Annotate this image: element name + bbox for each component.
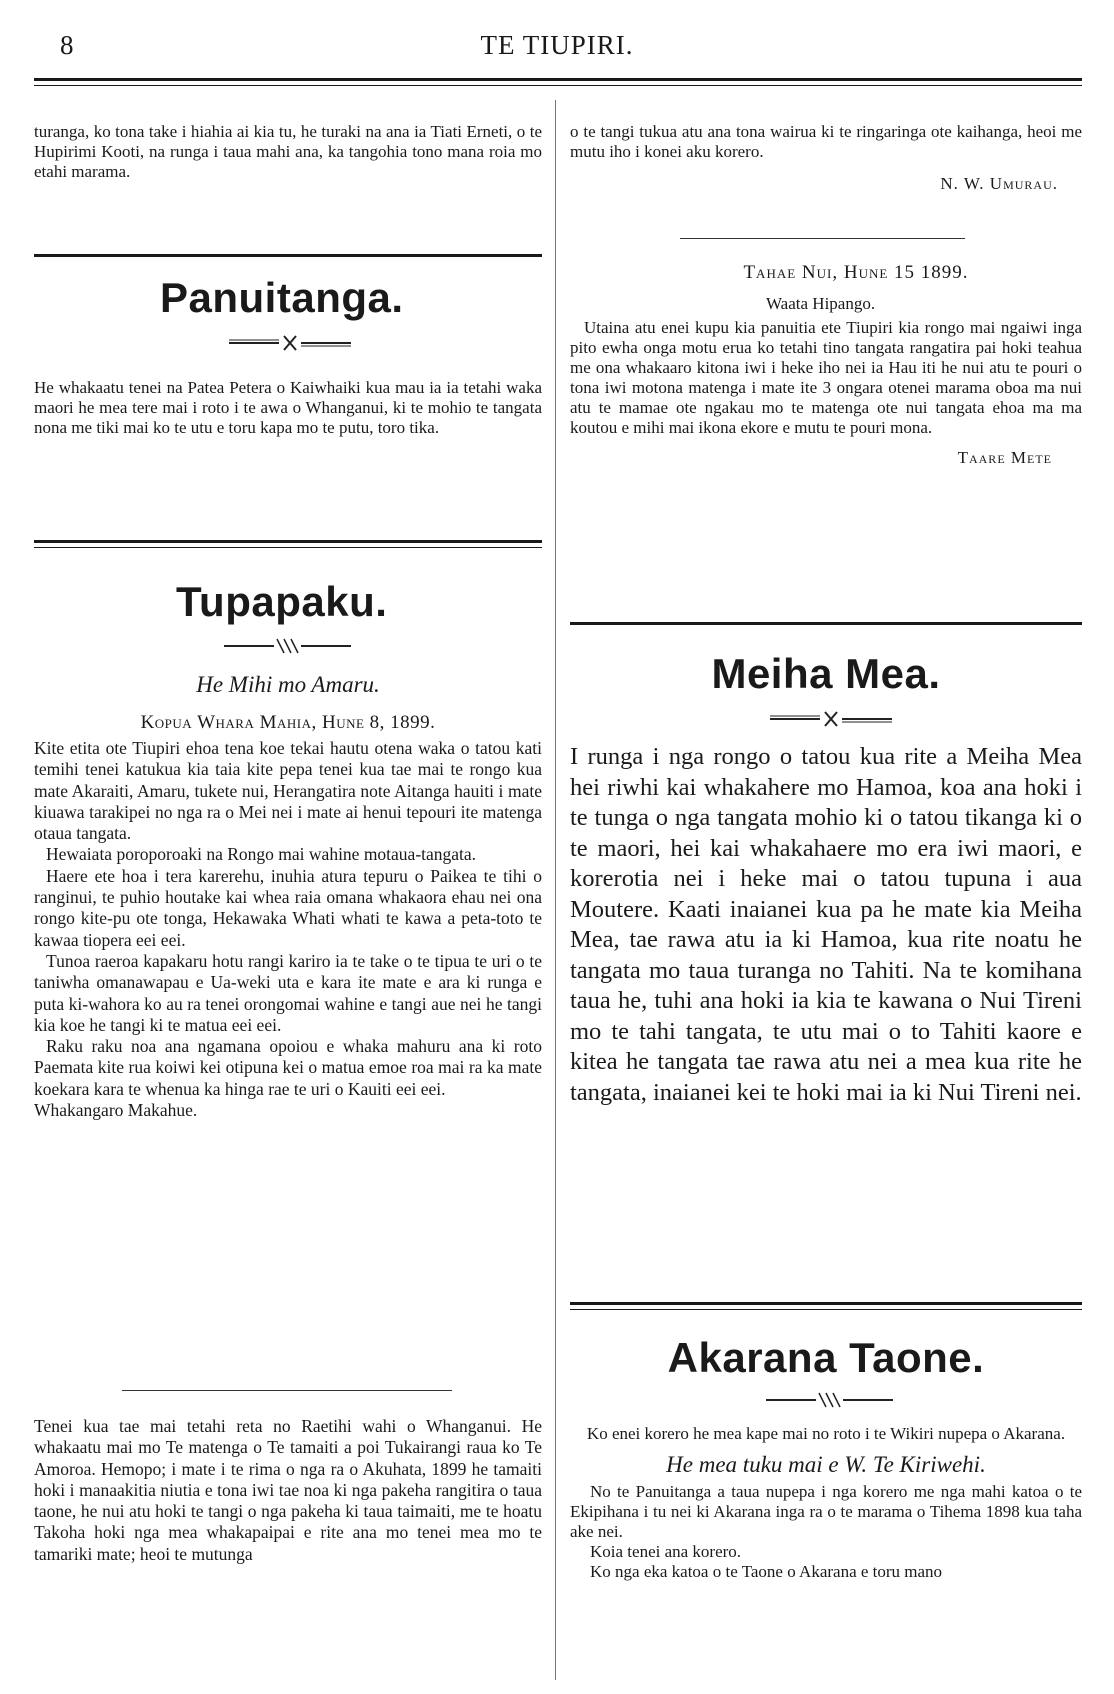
meiha-mea-body: I runga i nga rongo o tatou kua rite a Meiha Mea hei riwhi kai whakahere mo Hamoa, koa ana hoki i te tunga o nga tangata mohio ki o tatou tikanga ki o te maori, hei kai whakahaere mo era iwi maori, e korerotia nei i heke mai o tatou tupuna i aua Moutere. Kaati inaianei kua pa he mate kia Meiha Mea, tae rawa atu ia ki Hamoa, kua rite noatu he tangata mo taua turanga no Tahiti. Na te komihana taua he, tuhi ana hoki ia kia te kawana o Nui Tireni mo te tahi tangata, te utu mai o to Tahiti kaore e kitea he tangata tae rawa atu nei a mea kua rite he tangata, inaianei kei te hoki mai ia ki Nui Tireni nei. [570,743,1082,1106]
page-number: 8 [60,30,74,60]
short-divider [122,1390,452,1391]
tupapaku-paragraph: Tunoa raeroa kapakaru hotu rangi kariro ia te take o te tipua te uri o te taniwha omanawapau e Ua-weki uta e kara ite mate e ara ki runga e puta ki-wahora ko au ra tenei orongomai wahine e tangi aue nei he tangi kia koe he tangi ki te matua eei eei. [34,950,542,1035]
tupapaku-dateline: Kopua Whara Mahia, Hune 8, 1899. [140,712,436,733]
letter-section [570,262,1082,468]
continuation-section [570,122,1082,194]
akarana-subtitle: He mea tuku mai e W. Te Kiriwehi. [666,1452,986,1477]
left-column [34,122,542,182]
section-rule [570,1302,1082,1305]
intro-paragraph: turanga, ko tona take i hiahia ai kia tu, he turaki na ana ia Tiati Erneti, o te Hupirimi Kooti, na runga i taua mahi ana, ka tangohia tono mana roia mo etahi marama. [34,122,542,181]
section-rule [570,622,1082,625]
tupapaku-subtitle: He Mihi mo Amaru. [196,672,380,697]
ornament-icon [34,636,542,656]
letter-salutation: Waata Hipango. [766,294,876,313]
column-divider [555,100,556,1680]
short-divider [680,238,965,239]
akarana-paragraph: No te Panuitanga a taua nupepa i nga korero me nga mahi katoa o te Ekipihana i tu nei ki Akarana inga ra o te marama o Tihema 1898 kua taha ake nei. [570,1482,1082,1541]
panuitanga-body: He whakaatu tenei na Patea Petera o Kaiwhaiki kua mau ia ia tetahi waka maori he mea tere mai i roto i te awa o Whanganui, ki te mohio te tangata nona me tiki mai ko te utu e toru kapa mo te putu, toro tika. [34,378,542,437]
tupapaku-body [34,738,542,1121]
retii-paragraph: Tenei kua tae mai tetahi reta no Raetihi wahi o Whanganui. He whakaatu mai mo Te matenga o Te tamaiti a poi Tukairangi raua ko Te Amoroa. Hemopo; i mate i te rima o nga ra o Akuhata, 1899 he tamaiti hoki i manaakitia niutia e tona iwi tae noa ki nga pakeha rangitira o taua taone, he nui atu hoki te tangi o nga pakeha ki taua taimaiti, me te hoatu Takoha hoki nga mea whakapaipai e rite ana mo tenei mea mo te tamariki mate; heoi te mutunga [34,1416,542,1564]
akarana-paragraph: Koia tenei ana korero. [590,1542,742,1561]
retii-section [34,1416,542,1565]
letter-signature: Taare Mete [957,448,1052,467]
masthead-rule-thick [34,78,1082,81]
panuitanga-section [34,274,542,438]
tupapaku-signoff: Whakangaro Makahue. [34,1100,198,1121]
akarana-heading: Akarana Taone. [667,1334,985,1381]
akarana-body [570,1482,1082,1582]
continuation-paragraph: o te tangi tukua atu ana tona wairua ki te ringaringa ote kaihanga, heoi me mutu iho i konei aku korero. [570,122,1082,161]
meiha-mea-heading: Meiha Mea. [711,650,941,697]
tupapaku-paragraph: Raku raku noa ana ngamana opoiou e whaka mahuru ana ki roto Paemata kite rua koiwi kei otipuna kei o matua emoe roa mai ra ka mate koekara kara te whenua ka hinga rae te uri o Kauiti eei eei. [34,1036,542,1099]
section-rule [34,254,542,257]
tupapaku-paragraph: Kite etita ote Tiupiri ehoa tena koe tekai hautu otena waka o tatou kati temihi tenei katukua kia taia kite pepa tenei kua tae mai te rongo kua mate Akaraiti, Amaru, tukete nui, Herangatira note Aitanga hauiti i mate kiuawa tarakipei no nga ra o Mei nei i mate ai henui tepouri ite matenga otaua tangata. [34,738,542,844]
masthead-rule-thin [34,85,1082,86]
letter-dateline: Tahae Nui, Hune 15 1899. [743,262,969,283]
tupapaku-section [34,578,542,1121]
ornament-icon [34,332,542,354]
ornament-icon [570,708,1082,730]
masthead-title: TE TIUPIRI. [480,30,634,60]
section-rule [34,540,542,543]
meiha-mea-section [570,650,1082,1108]
tupapaku-paragraph: Haere ete hoa i tera karerehu, inuhia atura tepuru o Paikea te tihi o ranginui, te puhio houtake kai whea raia omana whakaora ehau nei ona rongo kite-pu ote tonga, Hekawaka Whati whati te kawa a peta-toto te kawaa tiopera eei eei. [34,865,542,950]
section-rule [34,547,542,548]
akarana-section [570,1334,1082,1582]
letter-body: Utaina atu enei kupu kia panuitia ete Tiupiri kia rongo mai ngaiwi inga pito ewha onga motu erua ko tetahi tino tangata rangatira pai hoki teahua me ona whakaaro kitona iwi i heke iho nei ia Hau iti he nui atu te pouri o tona iwi motona matenga i mate ite 3 ongara otenei marama oboa ma nui atu te mamae ote ngakau mo te matenga ote nui tangata ehoa ma ma koutou e mihi mai ikona ekore e mutu te pouri mona. [570,318,1082,437]
ornament-icon [570,1390,1082,1410]
akarana-paragraph: Ko nga eka katoa o te Taone o Akarana e toru mano [590,1562,943,1581]
section-rule [570,1309,1082,1310]
tupapaku-heading: Tupapaku. [176,578,388,625]
panuitanga-heading: Panuitanga. [160,274,404,321]
akarana-intro: Ko enei korero he mea kape mai no roto i te Wikiri nupepa o Akarana. [586,1424,1066,1443]
tupapaku-paragraph: Hewaiata poroporoaki na Rongo mai wahine motaua-tangata. [46,844,477,865]
continuation-signature: N. W. Umurau. [940,174,1058,193]
